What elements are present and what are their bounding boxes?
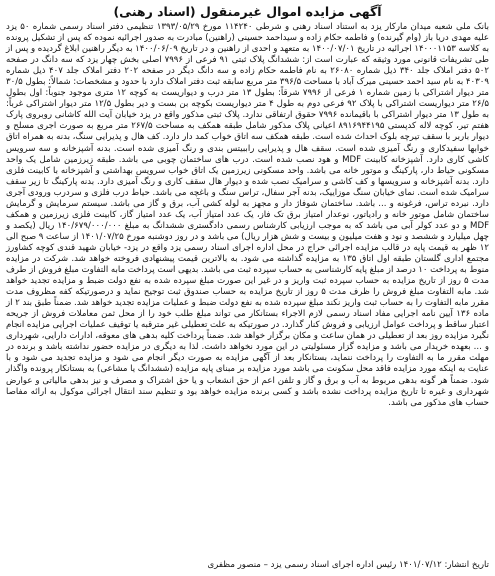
notice-body: بانک ملی شعبه میدان مارکار یزد به استناد اسناد رهنی و شرطی ۱۱۴۲۴۰ مورخ ۱۳۹۳/۰۵/۲۹ تنظیمی دفتر اسناد رسمی شماره ۵۰ یزد علیه مهدی دریا باز (وام گیرنده) و فاطمه حکام زاده و سیداحمد حسینی (راهنین) مبادرت به صدور اجرائیه نموده که پس از تشکیل پرونده به کلاسه ۱۴۰۰۰۱۱۵۳ اجرائیه در تاریخ ۱۴۰۰/۰۷/۰۱ به متعهد و احدی از راهنین و در تاریخ ۱۴۰۰/۰۶/۰۹ به دیگر راهنین ابلاغ گردیده و پس از طی تشریفات قانونی مورد وثیقه که عبارت است از: ششدانگ پلاک ثبتی ۹۱ فرعی از ۷۹۹۶ اصلی بخش چهار یزد که سه دانگ در صفحه ۵۰۲ دفتر املاک جلد ۳۴۰ ذیل شماره ۲۶۰۸۰ به نام فاطمه حکام زاده و سه دانگ دیگر در صفحه ۲۰۲ دفتر املاک جلد ۴۰۷ ذیل شماره ۴۰۳۰۹ به نام سید احمد حسینی میرک آباد با مساحت ۳۹۶/۵ متر مربع سابقه ثبت دفتر املاک دارد با حدود و مشخصات: شمالاً: بطول ۳۰/۵ متر دیوار اشتراکی با زمین شماره ۱ فرعی از ۷۹۹۶ شرقاً: بطول ۱۳ متر درب و دیواریست به کوچه ۱۲ متری موجود جنوباً: اول بطول ۲۶/۵ متر دیواریست اشتراکی با پلاک ۹۲ فرعی دوم به طول ۴ متر دیواریست بکوچه بن بست و دیر بطول ۱۲/۵ متر دیوار اشتراکی غرباً: به طول ۱۳ متر دیوار اشتراکی با باقیمانده ۷۹۹۶ حقوق ارتفاقی ندارد. پلاک ثبتی مذکور واقع در یزد خیابان آیت الله کاشانی روبروی پارک هفتم تیر، کوچه لاله کدپستی ۸۹۱۶۹۴۴۱۹۵ اعیانی پلاک مذکور شامل طبقه همکف به مساحت ۲۶۷/۵ متر مربع به صورت اجری مسلح و دیوار باربر با سقف تیرچه بلوک احداث شده است. طبقه همکف سه اتاق خواب کمد دار دارد. کف هال و پذیرایی سنگ، بدنه به همراه اتاق خوابها سفیدکاری و رنگ آمیزی شده است. سقف هال و پذیرایی راببیتس بندی و رنگ آمیزی شده است. بدنه آشپزخانه و سه سرویس کاشی کاری دارد. آشپزخانه کابینت MDF و هود نصب شده است. درب های ساختمان چوبی می باشد. طبقه زیرزمین شامل یک واحد مسکونی حیاط دار، پارکینگ و موتور خانه می باشد. واحد مسکونی زیرزمین یک اتاق خواب سرویس بهداشتی و آشپزخانه با کابینت فلزی دارد. بدنه آشپزخانه و سرویسها و کف کاشی و سرامیک نصب شده و دیوار هال سقف کاری و رنگ آمیزی دارد. بدنه پارکینگ تا زیر سقف سرامیک شده است. نمای خیابان سنگ موزاییک، بدنه آجر سفال، تراس سنگ و باغچه می باشد. حیاط درب فلزی و سردرب ورودی آجری دارد. نبرده تراس، فرغونه و ... باشد. ساختمان شوفاژ دار و مجهز به لوله کشی آب، برق و گاز می باشد. سیستم سرمایش و گرمایش ساختمان شامل موتور خانه و رادیاتور، نوعدار امتیاز برق تک فاز، یک عدد امتیاز آب، یک عدد امتیاز گاز، کابینت فلزی زیرزمین و همکف MDF و دو عدد کولر آبی می باشد که به موجب ارزیابی کارشناس رسمی دادگستری ششدانگ به مبلغ ۱۴۰/۶۷۹/۰۰۰/۰۰۰ ریال (یکصد و چهل میلیارد و ششصد و نود و هفت میلیون و بیست و شش هزار ریال) می باشد و در روز دوشنبه مورخ ۱۴۰۱/۰۷/۲۵ از ساعت ۹ صبح الی ۱۲ ظهر به قیمت پایه در قالب مزایده اجرائی حراج در محل اداره اجرای اسناد رسمی یزد واقع در یزد- خیابان شهید قندی کوچه کشاورز مجتمع اداری گلستان طبقه اول اتاق ۱۳۵ به مزایده گذاشته می شود. به بالاترین قیمت پیشنهادی فروخته خواهد شد. شرکت در مزایده منوط به پرداخت ۱۰ درصد از مبلغ پایه کارشناسی به حساب سپرده ثبت می باشد. بدیهی است پرداخت مابه التفاوت مبلغ فروش از طرف مدت ۵ روز از تاریخ مزایده به حساب سپرده ثبت واریز و در غیر این صورت مبلغ سپرده شده به نفع دولت ضبط و مزایده تجدید خواهد شد. مابه التفاوت مبلغ فروش را ظرف مدت ۵ روز از تاریخ مزایده به حساب صندوق ثبت توجیح نماید و درصورتیکه کفه مظروف مدت مقرر مابه التفاوت را به حساب ثبت واریز نکند مبلغ سپرده شده به نفع دولت ضبط و عملیات مزایده تجدید خواهد شد. ضمناً طبق بند ۲ از ماده ۱۳۶ آیین نامه اجرایی مفاد اسناد رسمی لازم الاجراء بستانکار می تواند مبلغ طلب خود را از محل ثمن معاملات فروش از جریحه اعتبار ساقط و پرداخت عوامل ارزیابی و فروش کنار گذارد. در صورتیکه به علت تعطیلی غیر مترقبه یا توقیف عملیات اجرایی مزایده انجام نگیرد مزایده روز بعد از تعطیلی در همان ساعت و مکان برگزار خواهد شد. ضمناً پرداخت کلیه بدهی های معوقه، ادارات دارایی، شهرداری و ... بعهده خریدار می باشد و مزایده گزار مسئولیتی در این مورد نخواهد داشت. لذا به دیگری در مزایده حضور نداشته باشد و برنده در مهلت مقرر ما به التفاوت را پرداخت ننماید، بستانکار بعد از آگهی مزایده به صورت دیگر انجام می شود و مزایده تجدید می شود و با عنایت به اینکه مورد مزایده فاقد محل سکونت می باشد مورد مزایده بر مبنای پایه مزایده (ششدانگ یا مشاعی) به بستانکار پرونده واگذار شود. ضمناً هر گونه بدهی مربوط به آب و برق و گاز و تلفن اعم از حق انشعاب و یا حق اشتراک و مصرف و نیز بدهی مالیاتی و عوارض شهرداری و غیره تا تاریخ مزایده پرداخت نشده باشد و کسی برنده مزایده خواهد بود و تنظیم سند انتقال اجرائی موکول به ارائه مفاصا حساب های مذکور می باشد. xyxy=(6,22,490,408)
notice-footer: تاریخ انتشار: ۱۴۰۱/۰۷/۱۲ رئیس اداره اجرای اسناد رسمی یزد – منصور مظفری xyxy=(207,560,489,570)
notice-title: آگهی مزایده اموال غیرمنقول (اسناد رهنی) xyxy=(113,4,382,19)
